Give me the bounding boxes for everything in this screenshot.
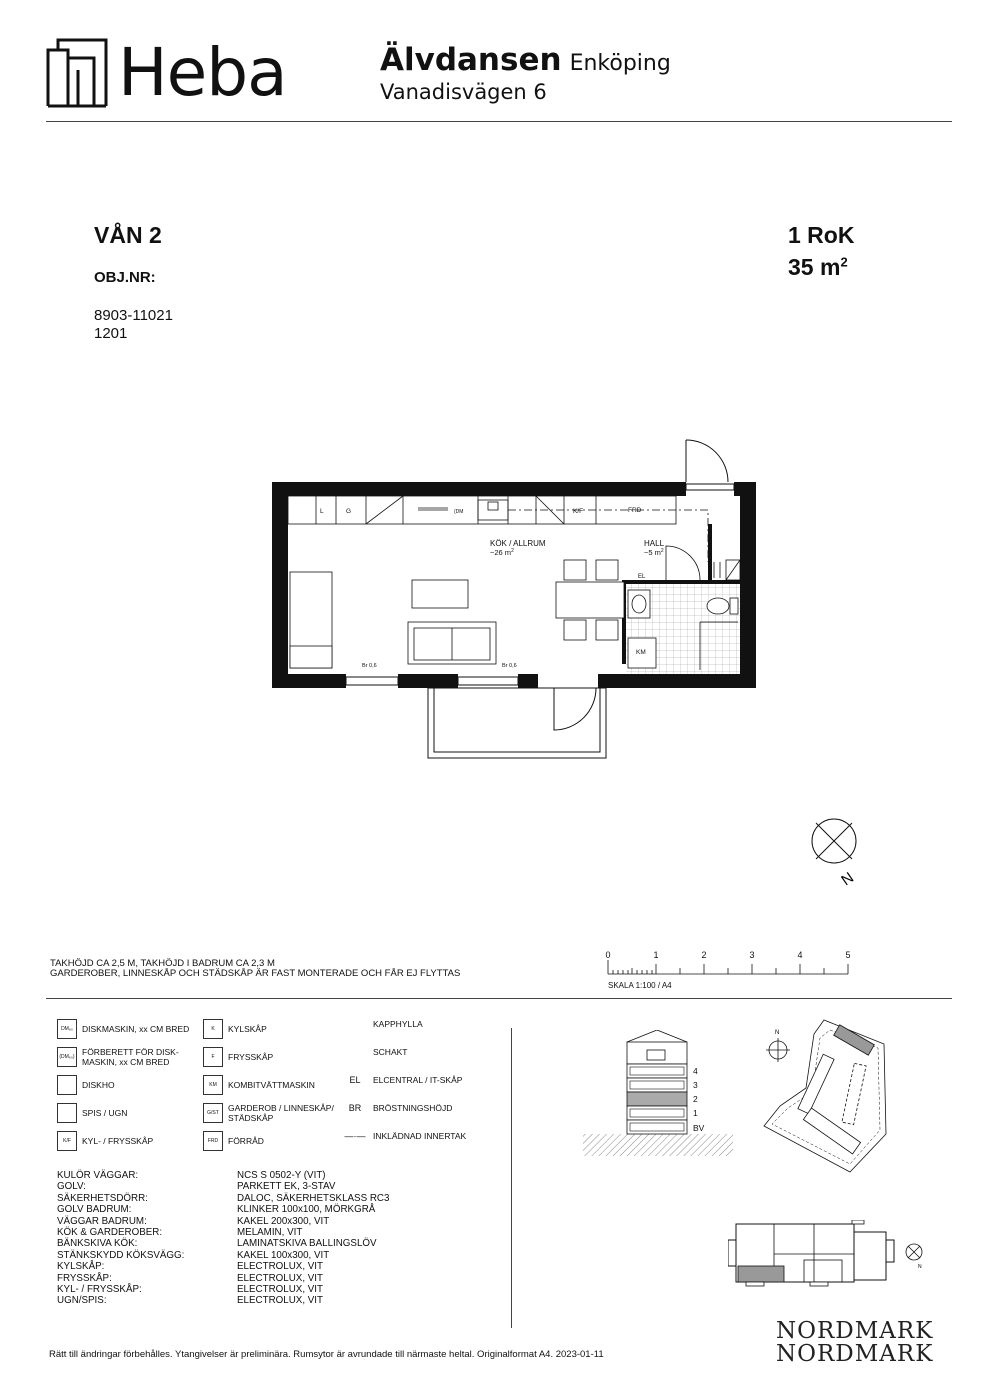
section-floor-4: 4 xyxy=(693,1066,698,1076)
legend-item xyxy=(203,1103,334,1123)
bathroom-door xyxy=(666,546,700,580)
legend-label: KYLSKÅP xyxy=(228,1024,267,1034)
label-dm: (DM xyxy=(454,509,464,515)
legend-symbol-icon: BR xyxy=(348,1103,362,1113)
scale-bar xyxy=(600,948,860,992)
spec-key: BÄNKSKIVA KÖK: xyxy=(57,1238,138,1250)
legend-label: KOMBITVÄTTMASKIN xyxy=(228,1080,315,1090)
scale-tick-3: 3 xyxy=(749,950,755,960)
project-address: Vanadisvägen 6 xyxy=(380,80,547,104)
spec-key: GOLV BADRUM: xyxy=(57,1204,132,1216)
spec-key: UGN/SPIS: xyxy=(57,1295,107,1307)
legend-symbol-icon: FRD xyxy=(203,1131,223,1151)
scale-tick-2: 2 xyxy=(701,950,707,960)
legend-symbol-icon: —·— xyxy=(344,1131,366,1141)
legend-label: FÖRRÅD xyxy=(228,1136,264,1146)
project-name: Älvdansen xyxy=(380,42,562,78)
nordmark-logo xyxy=(776,1320,933,1366)
legend-symbol-icon xyxy=(57,1103,77,1123)
spec-values xyxy=(237,1170,389,1307)
label-hall: HALL xyxy=(644,539,665,548)
floor-label: VÅN 2 xyxy=(94,222,162,248)
legend-label: BRÖSTNINGSHÖJD xyxy=(373,1103,453,1113)
spec-value: ELECTROLUX, VIT xyxy=(237,1272,324,1284)
scale-tick-1: 1 xyxy=(653,950,659,960)
compass-north: N xyxy=(838,869,857,890)
scale-tick-4: 4 xyxy=(797,950,803,960)
label-br-2: Br 0,6 xyxy=(502,663,517,669)
spec-key: VÄGGAR BADRUM: xyxy=(57,1215,147,1227)
legend-vertical-divider xyxy=(511,1028,512,1328)
legend-symbol-icon: G/ST xyxy=(203,1103,223,1123)
spec-key: SÄKERHETSDÖRR: xyxy=(57,1192,148,1204)
label-frd: FRD xyxy=(628,507,642,514)
legend-item xyxy=(203,1131,264,1151)
heba-logo-icon xyxy=(46,36,108,108)
inner-ceiling-line xyxy=(508,510,708,562)
spec-key: FRYSSKÅP: xyxy=(57,1272,112,1284)
legend-item xyxy=(57,1019,189,1039)
site-north: N xyxy=(775,1030,780,1036)
spec-value: PARKETT EK, 3-STAV xyxy=(237,1181,336,1193)
building-section xyxy=(583,1030,733,1160)
header-divider xyxy=(46,121,952,122)
legend-item xyxy=(343,1019,423,1029)
legend-symbol-icon: DM₆₀ xyxy=(57,1019,77,1039)
project-city: Enköping xyxy=(569,51,671,76)
legend-label: GARDEROB / LINNESKÅP/ STÄDSKÅP xyxy=(228,1103,334,1123)
nordmark-line-1: NORDMARK xyxy=(776,1318,934,1344)
note-ceiling-height: TAKHÖJD CA 2,5 M, TAKHÖJD I BADRUM CA 2,3 M xyxy=(50,958,275,969)
legend-item xyxy=(203,1075,315,1095)
spec-value: ELECTROLUX, VIT xyxy=(237,1295,324,1307)
bed xyxy=(290,572,332,668)
scale-label: SKALA 1:100 / A4 xyxy=(608,981,672,990)
legend-item xyxy=(343,1131,466,1141)
legend-symbol-icon: KM xyxy=(203,1075,223,1095)
spec-value: LAMINATSKIVA BALLINGSLÖV xyxy=(237,1238,377,1250)
brand-name: Heba xyxy=(118,34,287,111)
footer-disclaimer: Rätt till ändringar förbehålles. Ytangivelser är preliminära. Rumsytor är avrundade till närmaste heltal. Originalformat A4. 2023-01-11 xyxy=(49,1349,604,1360)
label-l: L xyxy=(320,508,324,515)
keyplan-north: N xyxy=(918,1264,922,1270)
legend-item xyxy=(343,1103,452,1113)
key-plan xyxy=(728,1220,948,1300)
legend-item xyxy=(57,1075,115,1095)
spec-key: GOLV: xyxy=(57,1181,86,1193)
spec-key: KYL- / FRYSSKÅP: xyxy=(57,1284,142,1296)
legend-item xyxy=(203,1019,267,1039)
site-plan xyxy=(758,1014,948,1174)
label-br-1: Br 0,6 xyxy=(362,663,377,669)
section-floor-3: 3 xyxy=(693,1080,698,1090)
legend-item xyxy=(57,1103,127,1123)
room-count: 1 RoK xyxy=(788,222,855,248)
spec-value: KAKEL 100x300, VIT xyxy=(237,1249,330,1261)
spec-value: ELECTROLUX, VIT xyxy=(237,1261,324,1273)
label-kitchen: KÖK / ALLRUM xyxy=(490,539,546,548)
dining-set xyxy=(556,560,624,640)
legend-symbol-icon xyxy=(57,1075,77,1095)
spec-value: KLINKER 100x100, MÖRKGRÅ xyxy=(237,1204,376,1216)
legend-item xyxy=(57,1131,153,1151)
scale-tick-0: 0 xyxy=(605,950,611,960)
section-floor-2: 2 xyxy=(693,1094,698,1104)
spec-value: ELECTROLUX, VIT xyxy=(237,1284,324,1296)
area-sup: 2 xyxy=(840,254,848,270)
legend-label: DISKMASKIN, xx CM BRED xyxy=(82,1024,190,1034)
coffee-table xyxy=(412,580,468,608)
obj-number: 8903-11021 xyxy=(94,307,173,324)
project-heading xyxy=(380,42,671,78)
label-hall-area: ~5 $m^2$ xyxy=(644,548,664,557)
section-floor-bv: BV xyxy=(693,1123,705,1133)
section-floor-1: 1 xyxy=(693,1108,698,1118)
compass xyxy=(802,812,872,892)
obj-nr-label: OBJ.NR: xyxy=(94,269,156,286)
legend-label: DISKHO xyxy=(82,1080,115,1090)
legend-label: INKLÄDNAD INNERTAK xyxy=(373,1131,467,1141)
floor-plan xyxy=(268,434,768,764)
legend-item xyxy=(57,1047,179,1067)
legend-item xyxy=(343,1075,462,1085)
spec-key: KYLSKÅP: xyxy=(57,1261,105,1273)
legend-divider xyxy=(46,998,952,999)
legend-item xyxy=(203,1047,273,1067)
legend-symbol-icon: K/F xyxy=(57,1131,77,1151)
legend-label: ELCENTRAL / IT-SKÅP xyxy=(373,1075,463,1085)
spec-keys xyxy=(57,1170,184,1307)
scale-tick-5: 5 xyxy=(845,950,851,960)
balcony xyxy=(428,688,606,758)
legend-label: FRYSSKÅP xyxy=(228,1052,274,1062)
label-el: EL xyxy=(638,574,646,580)
spec-key: STÄNKSKYDD KÖKSVÄGG: xyxy=(57,1249,185,1261)
spec-key: KÖK & GARDEROBER: xyxy=(57,1227,163,1239)
spec-value: MELAMIN, VIT xyxy=(237,1227,303,1239)
label-kf: K/F xyxy=(573,508,584,515)
legend-symbol-icon: F xyxy=(203,1047,223,1067)
sofa xyxy=(408,622,496,664)
legend-label: FÖRBERETT FÖR DISK- MASKIN, xx CM BRED xyxy=(82,1047,179,1067)
note-wardrobes: GARDEROBER, LINNESKÅP OCH STÄDSKÅP ÄR FAST MONTERADE OCH FÅR EJ FLYTTAS xyxy=(50,968,461,979)
nordmark-line-2: NORDMARK xyxy=(776,1341,934,1367)
area-value: 35 m xyxy=(788,254,841,280)
legend-symbol-icon: EL xyxy=(349,1075,361,1085)
legend-label: SCHAKT xyxy=(373,1047,408,1057)
legend-symbol-icon: (DM₆₀) xyxy=(57,1047,77,1067)
spec-value: DALOC, SÄKERHETSKLASS RC3 xyxy=(237,1192,390,1204)
legend-item xyxy=(343,1047,407,1057)
legend-symbol-icon: K xyxy=(203,1019,223,1039)
apartment-area xyxy=(788,254,848,281)
label-kitchen-area: ~26 $m^2$ xyxy=(490,548,514,557)
legend-label: SPIS / UGN xyxy=(82,1108,128,1118)
legend-label: KAPPHYLLA xyxy=(373,1019,423,1029)
spec-value: NCS S 0502-Y (VIT) xyxy=(237,1170,326,1181)
legend-label: KYL- / FRYSSKÅP xyxy=(82,1136,154,1146)
obj-sub-number: 1201 xyxy=(94,325,128,342)
spec-value: KAKEL 200x300, VIT xyxy=(237,1215,330,1227)
coat-rack xyxy=(714,560,740,580)
entrance-door xyxy=(686,440,734,490)
spec-key: KULÖR VÄGGAR: xyxy=(57,1170,139,1181)
label-g: G xyxy=(346,508,352,515)
label-km: KM xyxy=(636,649,646,656)
heba-logo xyxy=(46,34,306,111)
